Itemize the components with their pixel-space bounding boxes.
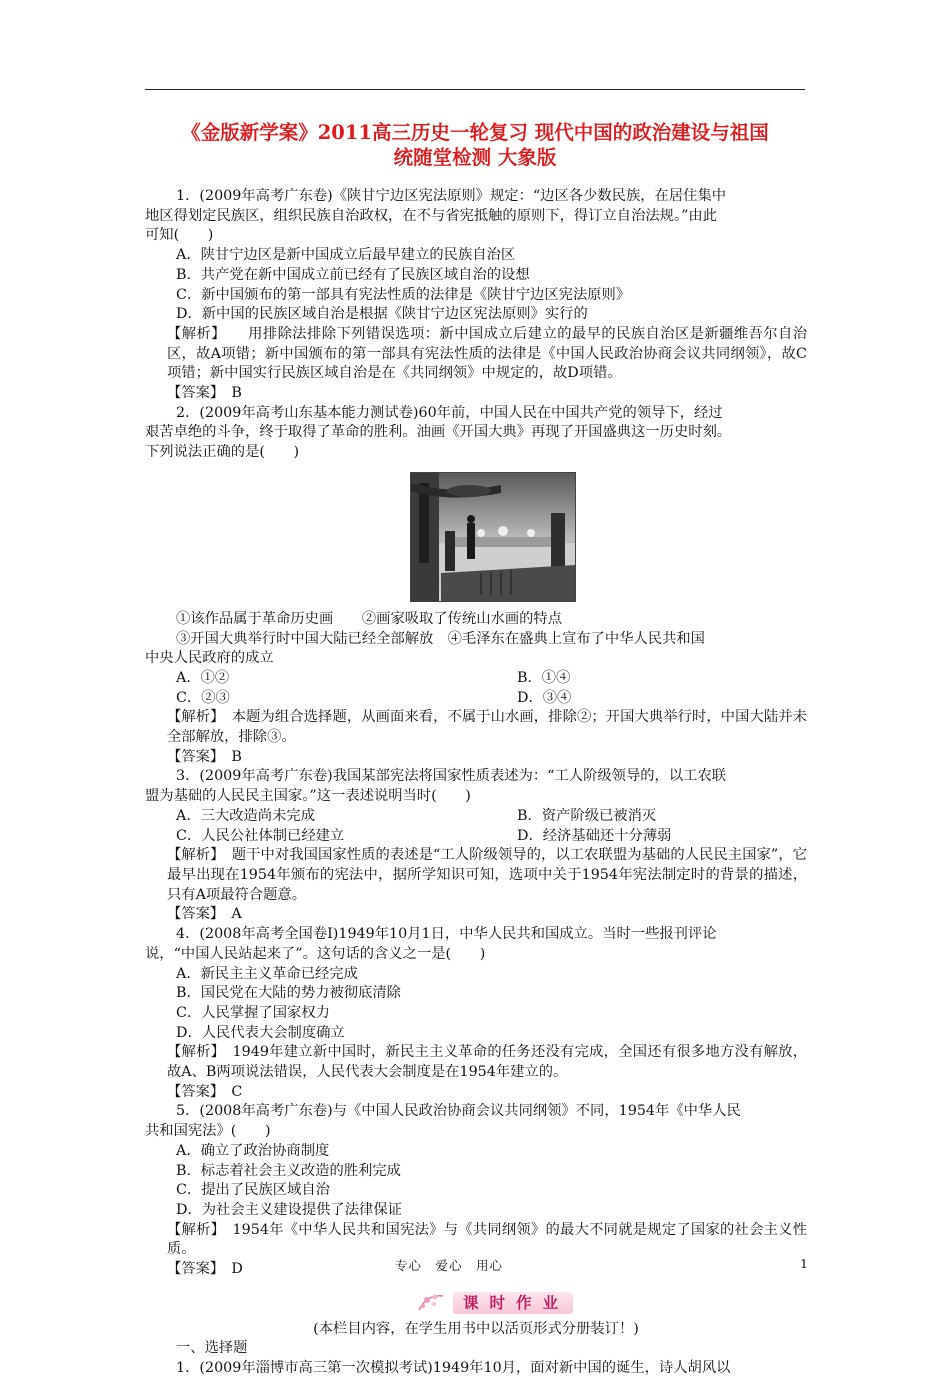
q4-stem-line2: 说，“中国人民站起来了”。这句话的含义之一是( ) bbox=[145, 945, 486, 962]
founding-ceremony-painting bbox=[410, 472, 576, 602]
q4-analysis: 【解析】 1949年建立新中国时，新民主主义革命的任务还没有完成，全国还有很多地方没有解放，故A、B两项说法错误，人民代表大会制度是在1954年建立的。 bbox=[167, 1044, 807, 1081]
homework-q1-line1: 1．(2009年淄博市高三第一次模拟考试)1949年10月，面对新中国的诞生，诗人胡风以 bbox=[176, 1360, 731, 1377]
q5-stem-line1: 5．(2008年高考广东卷)与《中国人民政治协商会议共同纲领》不同，1954年《中华人民 bbox=[176, 1103, 741, 1120]
q2-option-d: D．③④ bbox=[517, 689, 572, 706]
title-line-1: 《金版新学案》2011高三历史一轮复习 现代中国的政治建设与祖国 bbox=[181, 121, 769, 144]
q3-analysis: 【解析】 题干中对我国国家性质的表述是“工人阶级领导的，以工农联盟为基础的人民民主国家”，它最早出现在1954年颁布的宪法中，据所学知识可知，选项中关于1954年宪法制定时的背景的描述，只有A项最符合题意。 bbox=[167, 847, 807, 903]
q5-option-d: D．为社会主义建设提供了法律保证 bbox=[176, 1201, 402, 1218]
q2-stem-line1: 2．(2009年高考山东基本能力测试卷)60年前，中国人民在中国共产党的领导下，经过 bbox=[176, 404, 723, 421]
q5-analysis: 【解析】 1954年《中华人民共和国宪法》与《共同纲领》的最大不同就是规定了国家的社会主义性质。 bbox=[167, 1221, 807, 1258]
q2-analysis: 【解析】 本题为组合选择题，从画面来看，不属于山水画，排除②；开国大典举行时，中国大陆并未全部解放，排除③。 bbox=[167, 709, 807, 746]
section-choice-heading: 一、选择题 bbox=[176, 1340, 248, 1357]
title-line-2: 统随堂检测 大象版 bbox=[393, 146, 557, 169]
q1-stem-line2: 地区得划定民族区，组织民族自治政权，在不与省宪抵触的原则下，得订立自治法规。”由此 bbox=[145, 207, 718, 224]
q3-option-d: D．经济基础还十分薄弱 bbox=[517, 827, 672, 844]
q2-option-c: C．②③ bbox=[176, 689, 230, 706]
q2-options-row2 bbox=[145, 689, 807, 709]
q1-analysis: 【解析】 用排除法排除下列错误选项：新中国成立后建立的最早的民族自治区是新疆维吾尔自治区，故A项错；新中国颁布的第一部具有宪法性质的法律是《中国人民政治协商会议共同纲领》，故C项错；新中国实行民族区域自治是在《共同纲领》中规定的，故D项错。 bbox=[167, 325, 807, 382]
q1-option-d: D．新中国的民族区域自治是根据《陕甘宁边区宪法原则》实行的 bbox=[176, 306, 588, 323]
homework-title: 课时作业 bbox=[453, 1292, 573, 1314]
q4-option-d: D．人民代表大会制度确立 bbox=[176, 1024, 345, 1041]
q1-stem-line3: 可知( ) bbox=[145, 227, 214, 244]
q4-answer: 【答案】 C bbox=[167, 1083, 243, 1100]
q4-option-a: A．新民主主义革命已经完成 bbox=[176, 965, 358, 982]
footer-motto: 专心 爱心 用心 bbox=[395, 1258, 504, 1273]
header-rule bbox=[145, 89, 805, 90]
q2-answer: 【答案】 B bbox=[167, 748, 242, 765]
q3-options-row1 bbox=[145, 807, 807, 827]
q3-option-c: C．人民公社体制已经建立 bbox=[176, 827, 345, 844]
painting-image bbox=[411, 473, 575, 601]
q1-answer: 【答案】 B bbox=[167, 385, 242, 402]
page-number: 1 bbox=[800, 1256, 808, 1271]
q4-option-b: B．国民党在大陆的势力被彻底清除 bbox=[176, 985, 401, 1002]
q2-stem-line2: 艰苦卓绝的斗争，终于取得了革命的胜利。油画《开国大典》再现了开国盛典这一历史时刻。 bbox=[145, 424, 732, 441]
q3-answer: 【答案】 A bbox=[167, 906, 242, 923]
q2-option-b: B．①④ bbox=[517, 669, 571, 686]
q2-stem-line3: 下列说法正确的是( ) bbox=[145, 444, 300, 461]
q4-stem-line1: 4．(2008年高考全国卷Ⅰ)1949年10月1日，中华人民共和国成立。当时一些报刊评论 bbox=[176, 926, 717, 943]
document-title bbox=[145, 120, 805, 170]
q1-option-b: B．共产党在新中国成立前已经有了民族区域自治的设想 bbox=[176, 266, 530, 283]
q2-statement-3-4: ③开国大典举行时中国大陆已经全部解放 ④毛泽东在盛典上宣布了中华人民共和国 bbox=[176, 630, 705, 647]
q3-options-row2 bbox=[145, 827, 807, 847]
q5-answer: 【答案】 D bbox=[167, 1261, 243, 1278]
q1-stem-line1: 1．(2009年高考广东卷)《陕甘宁边区宪法原则》规定：“边区各少数民族，在居住集中 bbox=[176, 188, 727, 204]
q3-stem-line2: 盟为基础的人民民主国家。”这一表述说明当时( ) bbox=[145, 788, 471, 805]
q2-options-row1 bbox=[145, 669, 807, 689]
q2-option-a: A．①② bbox=[176, 669, 230, 686]
q2-statement-1-2: ①该作品属于革命历史画 ②画家吸取了传统山水画的特点 bbox=[176, 610, 563, 627]
homework-note: (本栏目内容，在学生用书中以活页形式分册装订！) bbox=[313, 1320, 639, 1337]
q1-option-a: A．陕甘宁边区是新中国成立后最早建立的民族自治区 bbox=[176, 247, 516, 264]
q5-option-c: C．提出了民族区域自治 bbox=[176, 1182, 330, 1199]
flower-decoration-icon bbox=[417, 1292, 447, 1314]
q5-option-a: A．确立了政治协商制度 bbox=[176, 1142, 330, 1159]
q4-option-c: C．人民掌握了国家权力 bbox=[176, 1004, 330, 1021]
q3-option-a: A．三大改造尚未完成 bbox=[176, 807, 315, 824]
homework-banner bbox=[145, 1286, 807, 1320]
q2-statement-4-cont: 中央人民政府的成立 bbox=[145, 650, 274, 667]
q5-option-b: B．标志着社会主义改造的胜利完成 bbox=[176, 1162, 401, 1179]
q5-stem-line2: 共和国宪法》( ) bbox=[145, 1123, 271, 1140]
q1-option-c: C．新中国颁布的第一部具有宪法性质的法律是《陕甘宁边区宪法原则》 bbox=[176, 286, 631, 303]
q3-stem-line1: 3．(2009年高考广东卷)我国某部宪法将国家性质表述为：“工人阶级领导的，以工农联 bbox=[176, 768, 727, 785]
q3-option-b: B．资产阶级已被消灭 bbox=[517, 807, 657, 824]
document-body bbox=[145, 187, 807, 1379]
